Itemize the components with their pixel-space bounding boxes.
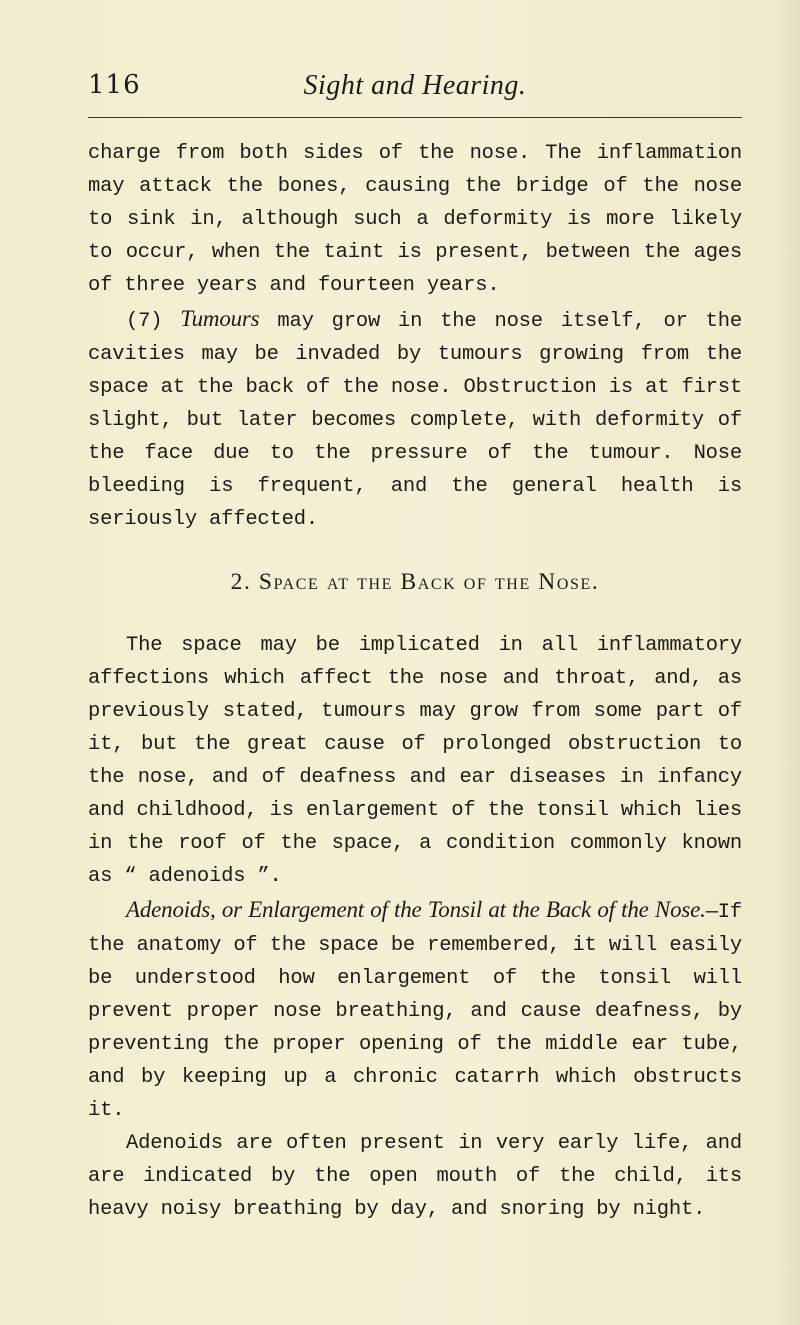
paragraph-adenoids (88, 893, 742, 1127)
page-number: 116 (88, 70, 141, 100)
adenoids-text: —If the anatomy of the space be remembered, it will easily be understood how enlargement of the tonsil will prevent proper nose breathing, and cause deafness, by preventing the proper opening of the middle ear tube, and by keeping up a chronic catarrh which obstructs it. (88, 901, 742, 1122)
tumours-text: may grow in the nose itself, or the cavities may be invaded by tumours growing from the space at the back of the nose. Obstruction is at first slight, but later becomes complete, with deformity of the face due to the pressure of the tumour. Nose bleeding is frequent, and the general health is seriously affected. (88, 310, 742, 531)
paragraph-space: The space may be implicated in all inflammatory affections which affect the nose and throat, and, as previously stated, tumours may grow from some part of it, but the great cause of prolonged obstruction to the nose, and of deafness and ear diseases in infancy and childhood, is enlargement of the tonsil which lies in the roof of the space, a condition commonly known as “ adenoids ”. (88, 634, 742, 888)
body-text (88, 137, 742, 1226)
tumours-heading: Tumours (180, 306, 260, 331)
running-title: Sight and Hearing. (303, 70, 527, 101)
header-rule (88, 117, 742, 118)
adenoids-heading: Adenoids, or Enlargement of the Tonsil at the Back of the Nose. (126, 897, 706, 922)
paragraph-continued: charge from both sides of the nose. The inflammation may attack the bones, causing the bridge of the nose to sink in, although such a deformity is more likely to occur, when the taint is present, between the ages of three years and fourteen years. (88, 142, 742, 297)
page-edge-shadow (778, 0, 800, 1325)
section-heading: 2. Space at the Back of the Nose. (230, 569, 600, 595)
paragraph-adenoids-signs: Adenoids are often present in very early life, and are indicated by the open mouth of the child, its heavy noisy breathing by day, and snoring by night. (88, 1132, 742, 1221)
item-number: (7) (126, 310, 163, 333)
page-header (88, 70, 742, 110)
paragraph-tumours (88, 302, 742, 536)
